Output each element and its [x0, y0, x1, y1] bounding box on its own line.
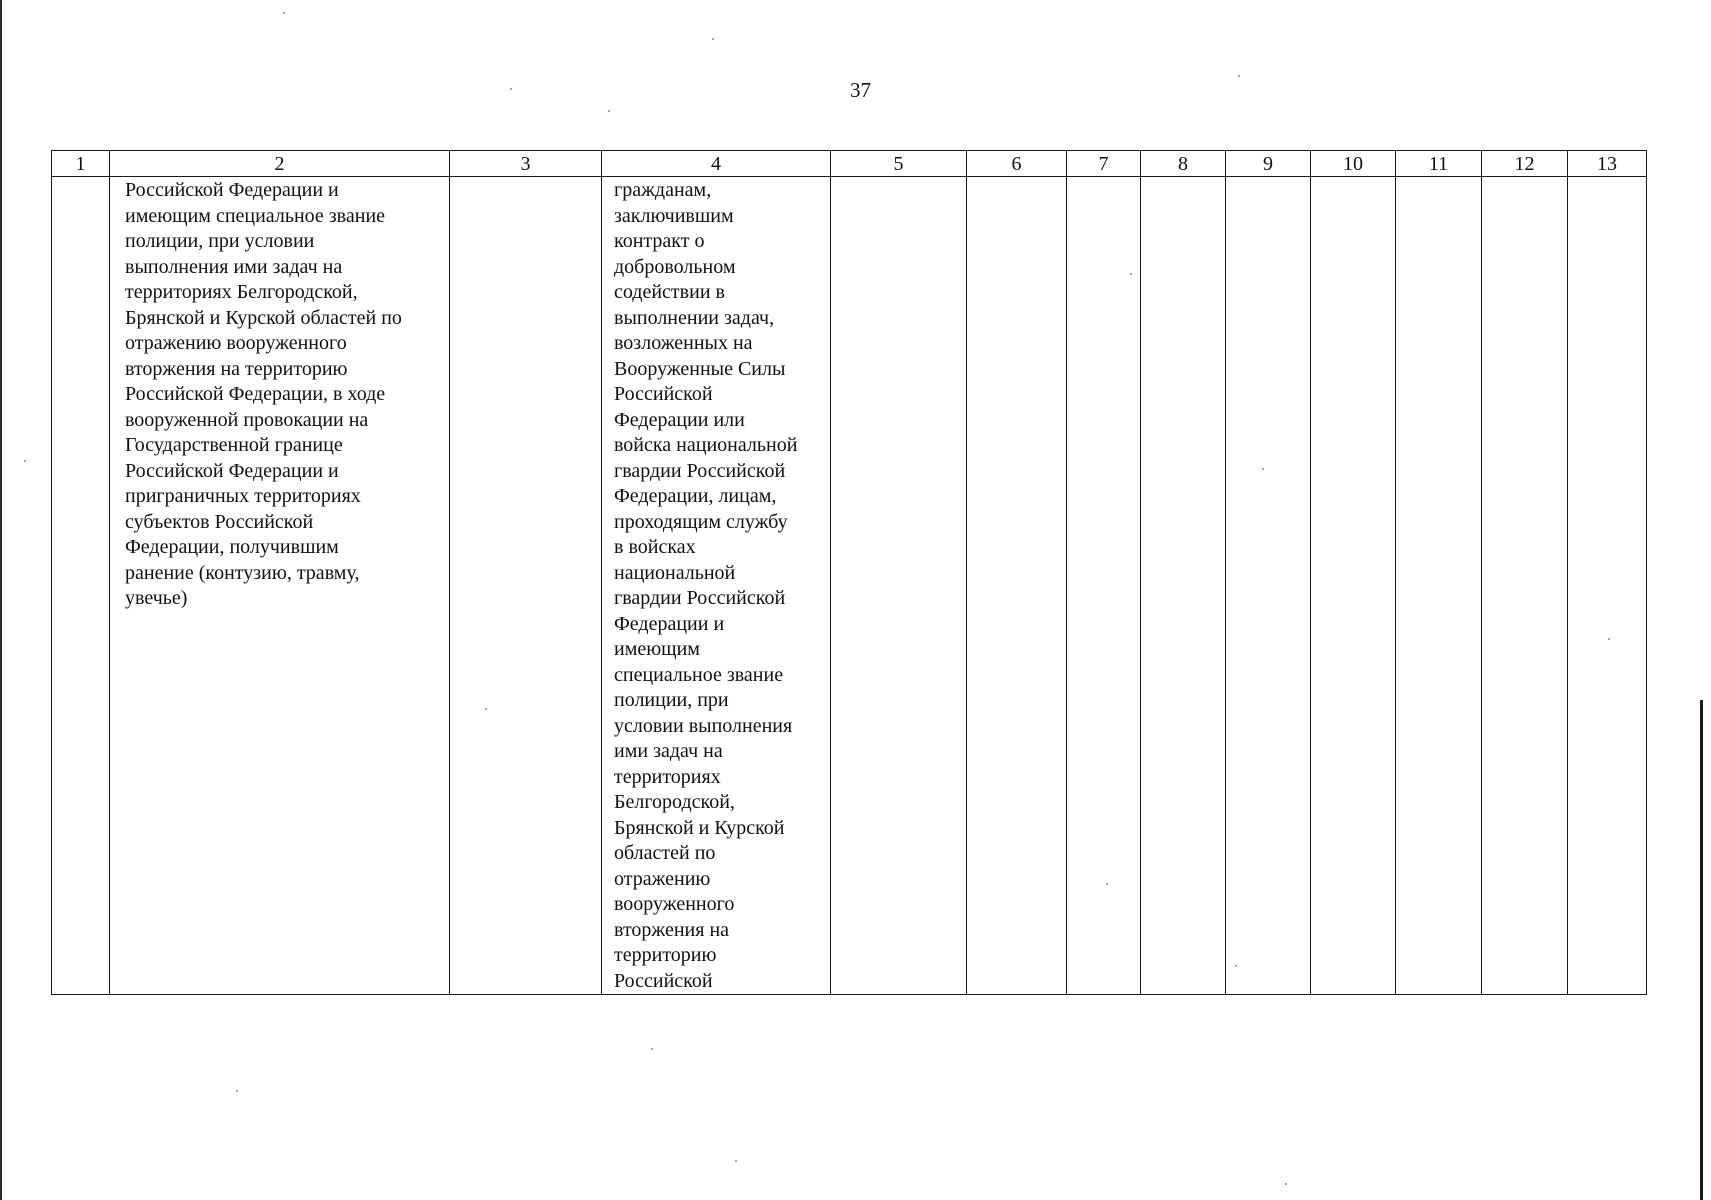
- scan-speck: [1235, 965, 1237, 967]
- cell-col-6: [967, 177, 1067, 995]
- cell-col-2: [110, 177, 450, 995]
- text-line: отражению вооруженного: [125, 332, 347, 354]
- text-line: территориях: [614, 765, 721, 788]
- column-number-header: 11: [1396, 151, 1482, 177]
- text-line: Российской Федерации и: [125, 459, 339, 482]
- cell-col-10: [1311, 177, 1396, 995]
- column-number-header: 5: [831, 151, 967, 177]
- column-number-header: 13: [1568, 151, 1647, 177]
- text-line: выполнении задач,: [614, 306, 775, 329]
- text-line: возложенных на: [614, 332, 753, 354]
- scan-speck: [485, 708, 487, 710]
- scan-speck: [735, 1160, 737, 1162]
- text-line: гвардии Российской: [614, 587, 786, 609]
- recipient-description: [602, 177, 830, 994]
- cell-col-11: [1396, 177, 1482, 995]
- text-line: гражданам,: [614, 179, 712, 201]
- text-line: проходящим службу: [614, 510, 788, 533]
- cell-col-7: [1067, 177, 1141, 995]
- scan-speck: [712, 38, 714, 40]
- text-line: вторжения на: [614, 918, 730, 941]
- text-line: контракт о: [614, 230, 705, 252]
- text-line: Российской: [614, 969, 713, 992]
- text-line: полиции, при: [614, 689, 729, 711]
- text-line: Российской Федерации, в ходе: [125, 383, 386, 405]
- text-line: выполнения ими задач на: [125, 255, 343, 278]
- text-line: условии выполнения: [614, 714, 793, 737]
- cell-col-1: [52, 177, 110, 995]
- column-number-header: 12: [1482, 151, 1568, 177]
- text-line: имеющим специальное звание: [125, 204, 386, 227]
- cell-col-13: [1568, 177, 1647, 995]
- text-line: субъектов Российской: [125, 510, 314, 533]
- text-line: Вооруженные Силы: [614, 357, 786, 380]
- column-number-header: 9: [1226, 151, 1311, 177]
- scan-speck: [608, 110, 610, 112]
- text-line: Федерации или: [614, 408, 745, 431]
- text-line: Белгородской,: [614, 791, 735, 813]
- scan-speck: [510, 88, 512, 90]
- text-line: территорию: [614, 944, 717, 966]
- text-line: территориях Белгородской,: [125, 281, 358, 303]
- column-number-header: 4: [602, 151, 831, 177]
- text-line: добровольном: [614, 255, 736, 278]
- text-line: Государственной границе: [125, 434, 343, 456]
- text-line: национальной: [614, 561, 736, 584]
- text-line: полиции, при условии: [125, 230, 315, 252]
- scan-speck: [651, 1048, 653, 1050]
- text-line: ранение (контузию, травму,: [125, 561, 360, 584]
- text-line: Брянской и Курской областей по: [125, 306, 402, 329]
- scan-speck: [1608, 638, 1610, 640]
- page-number: 37: [850, 78, 871, 102]
- category-description: [110, 177, 449, 612]
- cell-col-3: [450, 177, 602, 995]
- text-line: вооруженной провокации на: [125, 408, 369, 431]
- text-line: имеющим: [614, 638, 700, 660]
- text-line: вторжения на территорию: [125, 357, 348, 380]
- text-line: гвардии Российской: [614, 459, 786, 482]
- text-line: Федерации, лицам,: [614, 485, 777, 507]
- scan-speck: [1130, 273, 1132, 275]
- text-line: увечье): [125, 587, 188, 609]
- text-line: в войсках: [614, 536, 696, 558]
- column-number-header-row: [52, 151, 1647, 177]
- column-number-header: 1: [52, 151, 110, 177]
- column-number-header: 6: [967, 151, 1067, 177]
- text-line: Российской Федерации и: [125, 179, 339, 201]
- text-line: ими задач на: [614, 740, 723, 762]
- text-line: отражению: [614, 867, 711, 890]
- scan-speck: [1262, 468, 1264, 470]
- scan-speck: [1106, 883, 1108, 885]
- text-line: Российской: [614, 383, 713, 405]
- text-line: вооруженного: [614, 893, 735, 915]
- cell-col-5: [831, 177, 967, 995]
- document-table: [51, 150, 1647, 995]
- text-line: Федерации и: [614, 612, 725, 635]
- scan-speck: [283, 12, 285, 14]
- column-number-header: 3: [450, 151, 602, 177]
- text-line: содействии в: [614, 281, 725, 303]
- text-line: специальное звание: [614, 663, 784, 686]
- column-number-header: 2: [110, 151, 450, 177]
- scan-speck: [24, 460, 26, 462]
- text-line: областей по: [614, 842, 716, 864]
- scan-right-edge: [1700, 700, 1703, 1200]
- column-number-header: 7: [1067, 151, 1141, 177]
- cell-col-4: [602, 177, 831, 995]
- table-row: [52, 177, 1647, 995]
- scan-speck: [236, 1090, 238, 1092]
- cell-col-12: [1482, 177, 1568, 995]
- scan-speck: [1238, 75, 1240, 77]
- text-line: Федерации, получившим: [125, 536, 339, 558]
- text-line: войска национальной: [614, 434, 798, 456]
- text-line: приграничных территориях: [125, 485, 361, 507]
- scan-left-edge: [0, 0, 2, 1200]
- column-number-header: 10: [1311, 151, 1396, 177]
- column-number-header: 8: [1141, 151, 1226, 177]
- text-line: Брянской и Курской: [614, 816, 785, 839]
- cell-col-8: [1141, 177, 1226, 995]
- cell-col-9: [1226, 177, 1311, 995]
- text-line: заключившим: [614, 204, 734, 227]
- scan-speck: [1285, 1183, 1287, 1185]
